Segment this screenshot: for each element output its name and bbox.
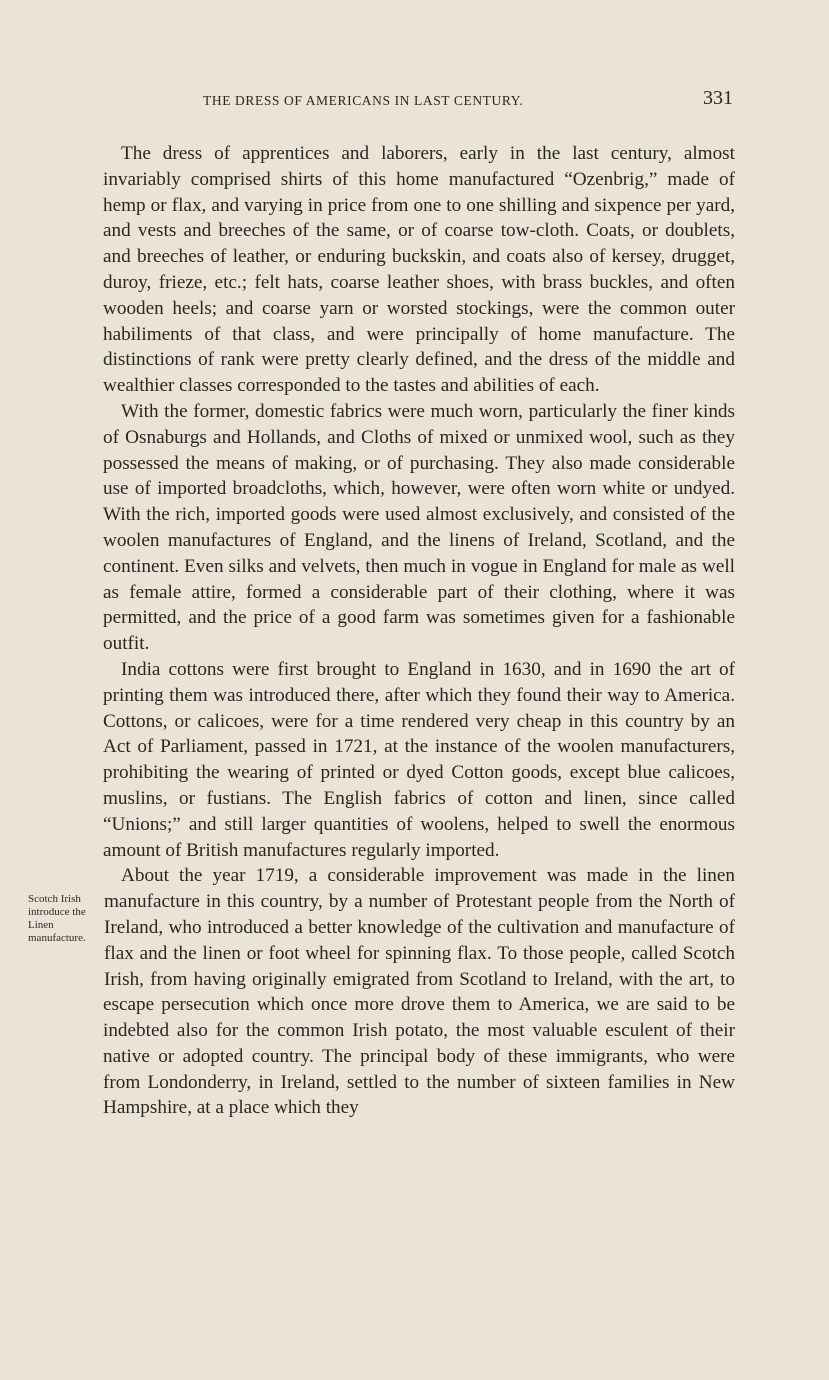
paragraph: With the former, domestic fabrics were much worn, particularly the finer kinds of Osnaburgs and Hollands, and Cloths of mixed or unmixed wool, such as they possessed the means of making, or of purchasing. They also made considerable use of imported broadcloths, which, however, were often worn white or undyed. With the rich, imported goods were used almost exclusively, and consisted of the woolen manufactures of England, and the linens of Ireland, Scotland, and the continent. Even silks and velvets, then much in vogue in England for male as well as female attire, formed a considerable part of their clothing, where it was permitted, and the price of a good farm was sometimes given for a fashionable outfit. xyxy=(103,400,735,655)
paragraph: The dress of apprentices and laborers, early in the last century, almost invariably comprised shirts of this home manufactured “Ozenbrig,” made of hemp or flax, and varying in price from one to one shilling and sixpence per yard, and vests and breeches of the same, or of coarse tow-cloth. Coats, or doublets, and breeches of leather, or enduring buckskin, and coats also of kersey, drugget, duroy, frieze, etc.; felt hats, coarse leather shoes, with brass buckles, and often wooden heels; and coarse yarn or worsted stockings, were the common outer habiliments of that class, and were principally of home manufacture. The distinctions of rank were pretty clearly defined, and the dress of the middle and wealthier classes corresponded to the tastes and abilities of each. xyxy=(103,143,735,397)
page-number: 331 xyxy=(703,87,733,109)
paragraph-text: the North of Ireland, who introduced a better knowledge of the cultivation and manufacture of flax and the linen or foot wheel for spinning flax. To those people, called Scotch Irish, from having originally emigrated from Scotland to Ireland, with the art, to escape persecution which once more drove them to America, we are said to be indebted also for the common Irish potato, the most valuable esculent of their native or adopted country. The principal body of these immigrants, who were from Londonderry, in Ireland, settled to the number of sixteen families in New Hampshire, at a place which they xyxy=(103,891,735,1119)
margin-note: Scotch Irish introduce the Linen manufacture. xyxy=(28,893,86,945)
paragraph-text: About the year 1719, a considerable improvement was made in the linen manufacture in this country, by a number of Protestant people from xyxy=(104,865,735,913)
running-head xyxy=(103,87,735,115)
paragraph: India cottons were first brought to England in 1630, and in 1690 the art of printing them was introduced there, after which they found their way to America. Cottons, or calicoes, were for a time rendered very cheap in this country by an Act of Parliament, passed in 1721, at the instance of the woolen manufacturers, prohibiting the wearing of printed or dyed Cotton goods, except blue calicoes, muslins, or fustians. The English fabrics of cotton and linen, since called “Unions;” and still larger quantities of woolens, helped to swell the enormous amount of British manufactures regularly imported. xyxy=(103,658,735,861)
running-title: THE DRESS OF AMERICANS IN LAST CENTURY. xyxy=(203,93,524,108)
body-text xyxy=(28,141,735,1121)
paragraph xyxy=(28,863,735,1121)
